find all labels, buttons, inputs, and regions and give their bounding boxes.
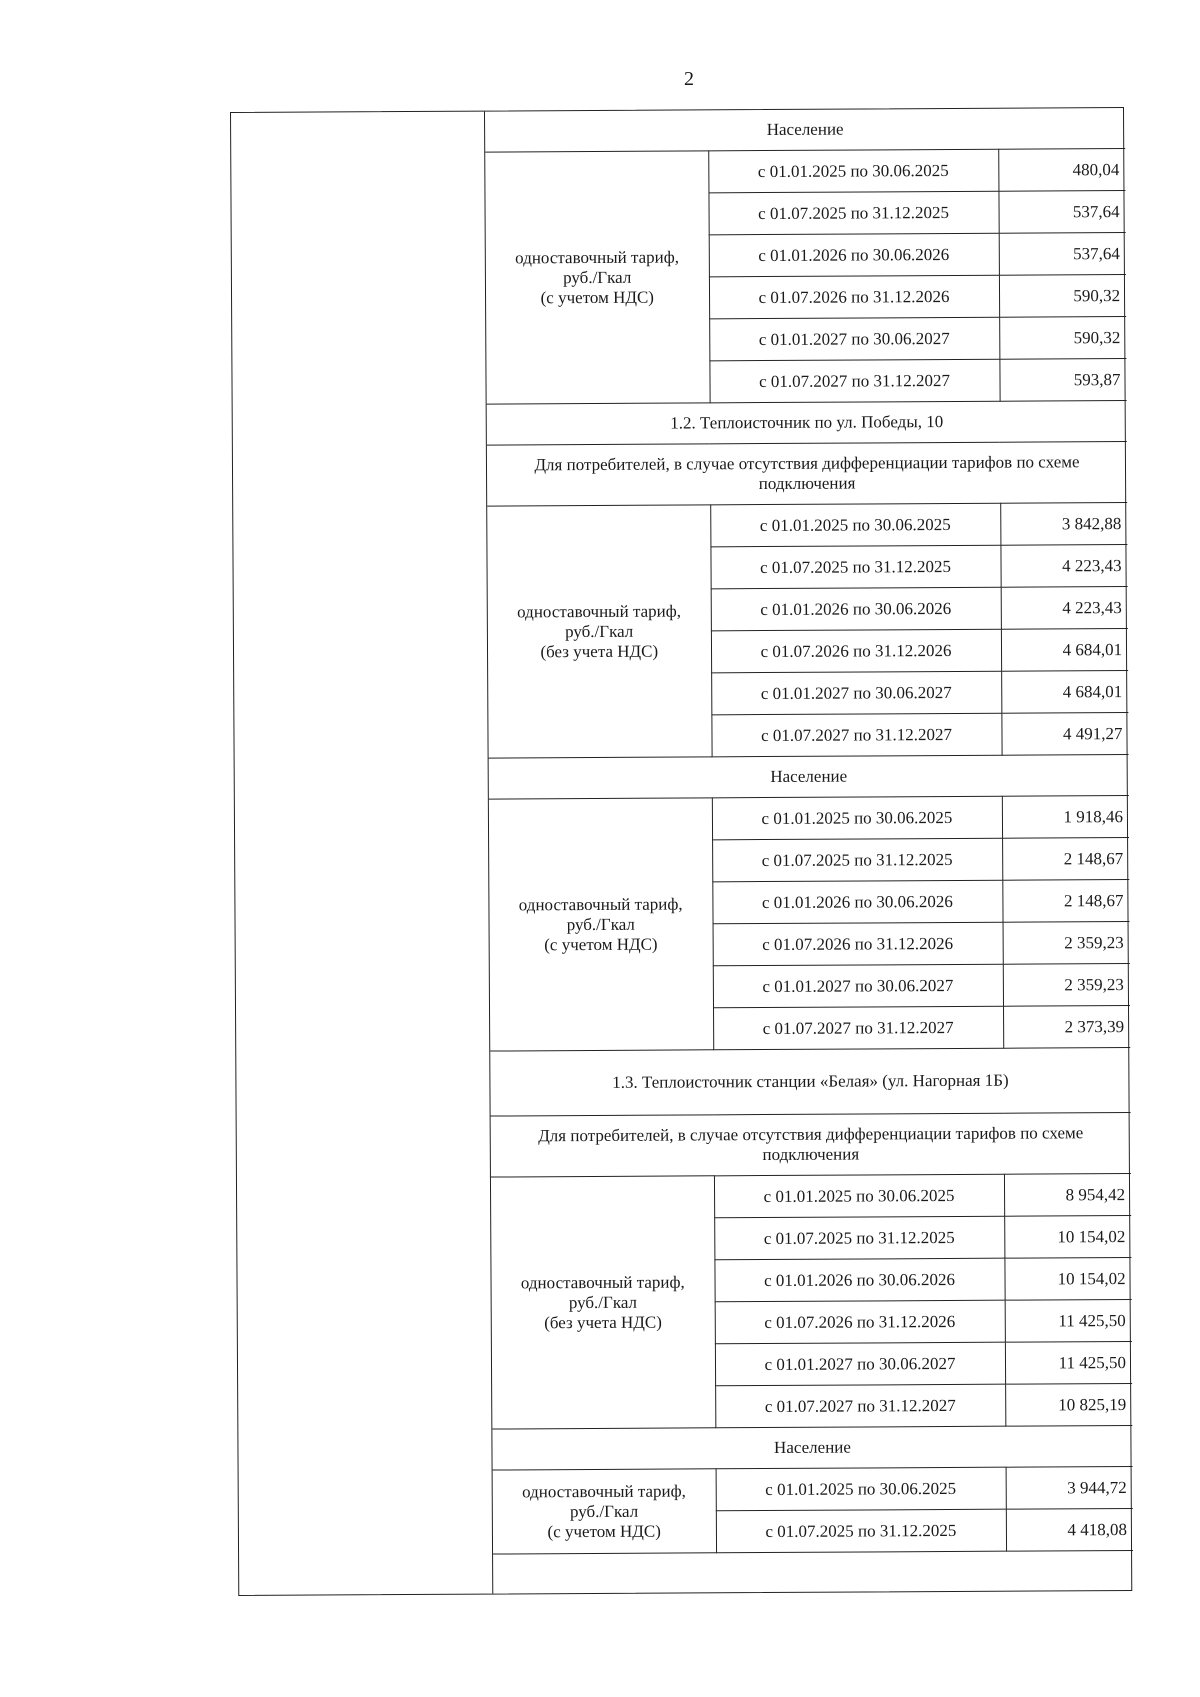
tariff-period: с 01.07.2027 по 31.12.2027: [709, 359, 999, 403]
tariff-label-line: руб./Гкал: [563, 267, 632, 287]
tariff-label-line: (с учетом НДС): [547, 1521, 661, 1541]
group-header-row: [487, 441, 1127, 506]
tariff-period: с 01.07.2027 по 31.12.2027: [715, 1384, 1005, 1428]
tariff-value: 3 842,88: [1000, 502, 1127, 545]
tariff-label-line: (с учетом НДС): [544, 934, 658, 954]
tariff-period: с 01.07.2025 по 31.12.2025: [716, 1509, 1006, 1553]
tariff-row: [493, 1466, 1133, 1512]
tariff-label-line: (без учета НДС): [544, 1312, 662, 1332]
group-header: Для потребителей, в случае отсутствия дифференциации тарифов по схеме подключения: [487, 441, 1127, 506]
tariff-value: 2 148,67: [1002, 879, 1129, 922]
group-header-row: [489, 754, 1129, 799]
page-number: 2: [684, 68, 694, 90]
tariff-value: 4 684,01: [1001, 628, 1128, 671]
tariff-period: с 01.01.2027 по 30.06.2027: [709, 317, 999, 361]
tariff-period: с 01.01.2026 по 30.06.2026: [712, 880, 1002, 924]
tariff-period: с 01.01.2026 по 30.06.2026: [709, 233, 999, 277]
tariff-value: 2 148,67: [1002, 837, 1129, 880]
tariff-label: [485, 151, 709, 404]
tariff-label: [493, 1469, 716, 1554]
tariff-label: [489, 798, 713, 1051]
tariff-period: с 01.07.2026 по 31.12.2026: [715, 1300, 1005, 1344]
tariff-value: 593,87: [999, 358, 1126, 401]
tariff-label-line: руб./Гкал: [566, 914, 635, 934]
tariff-value: 10 154,02: [1004, 1257, 1131, 1300]
tariff-value: 1 918,46: [1002, 795, 1129, 838]
tariff-label-line: (без учета НДС): [540, 641, 659, 661]
group-header: Население: [492, 1425, 1132, 1470]
tariff-value: 11 425,50: [1005, 1341, 1132, 1384]
tariff-period: с 01.07.2026 по 31.12.2026: [713, 922, 1003, 966]
tariff-period: с 01.01.2025 по 30.06.2025: [710, 503, 1000, 547]
tariff-value: 537,64: [999, 232, 1126, 275]
right-column: [485, 108, 1131, 1594]
tariff-label-line: одноставочный тариф,: [517, 600, 682, 621]
tariff-value: 4 223,43: [1000, 544, 1127, 587]
tariff-period: с 01.01.2025 по 30.06.2025: [712, 796, 1002, 840]
tariff-value: 590,32: [999, 274, 1126, 317]
section-title-row: [490, 1047, 1130, 1116]
tariff-value: 11 425,50: [1005, 1299, 1132, 1342]
tariff-period: с 01.07.2026 по 31.12.2026: [711, 629, 1001, 673]
tariff-label-line: (с учетом НДС): [540, 287, 654, 307]
tariff-row: [491, 1173, 1131, 1219]
tariff-period: с 01.01.2025 по 30.06.2025: [708, 149, 998, 193]
tariff-period: с 01.01.2025 по 30.06.2025: [714, 1174, 1004, 1218]
section-title: 1.2. Теплоисточник по ул. Победы, 10: [487, 400, 1127, 445]
tariff-label: [491, 1176, 715, 1429]
tariff-value: 10 154,02: [1004, 1215, 1131, 1258]
tariff-value: 4 418,08: [1006, 1508, 1133, 1551]
group-header-row: [485, 108, 1125, 152]
tariff-value: 8 954,42: [1004, 1173, 1131, 1216]
tariff-label-line: одноставочный тариф,: [521, 1480, 686, 1501]
tariff-label-line: одноставочный тариф,: [518, 893, 683, 914]
tariff-period: с 01.07.2027 по 31.12.2027: [713, 1006, 1003, 1050]
group-header: Для потребителей, в случае отсутствия дифференциации тарифов по схеме подключения: [491, 1112, 1131, 1177]
tariff-period: с 01.07.2027 по 31.12.2027: [711, 713, 1001, 757]
tariff-label-line: руб./Гкал: [565, 621, 634, 641]
tariff-period: с 01.01.2025 по 30.06.2025: [716, 1467, 1006, 1511]
group-header-row: [492, 1425, 1132, 1470]
tariff-value: 590,32: [999, 316, 1126, 359]
tariff-period: с 01.01.2026 по 30.06.2026: [714, 1258, 1004, 1302]
tariff-label-line: одноставочный тариф,: [520, 1271, 685, 1292]
tariff-row: [489, 795, 1129, 841]
tariff-table-body: [485, 108, 1133, 1554]
left-column: [231, 112, 493, 1595]
tariff-row: [487, 502, 1127, 548]
tariff-value: 4 491,27: [1001, 712, 1128, 755]
group-header: Население: [489, 754, 1129, 799]
tariff-period: с 01.07.2025 по 31.12.2025: [708, 191, 998, 235]
tariff-table: [485, 108, 1133, 1555]
group-header-row: [491, 1112, 1131, 1177]
tariff-value: 480,04: [998, 149, 1125, 192]
tariff-period: с 01.01.2027 по 30.06.2027: [711, 671, 1001, 715]
tariff-row: [485, 149, 1125, 195]
tariff-value: 2 373,39: [1003, 1005, 1130, 1048]
tariff-document-frame: [230, 107, 1132, 1596]
tariff-value: 537,64: [998, 191, 1125, 234]
tariff-period: с 01.07.2025 по 31.12.2025: [712, 838, 1002, 882]
section-title-row: [487, 400, 1127, 445]
tariff-period: с 01.01.2027 по 30.06.2027: [715, 1342, 1005, 1386]
tariff-value: 4 684,01: [1001, 670, 1128, 713]
tariff-period: с 01.07.2026 по 31.12.2026: [709, 275, 999, 319]
tariff-label-line: руб./Гкал: [569, 1501, 639, 1521]
tariff-value: 10 825,19: [1005, 1383, 1132, 1426]
tariff-period: с 01.07.2025 по 31.12.2025: [714, 1216, 1004, 1260]
tariff-label-line: руб./Гкал: [568, 1292, 638, 1312]
tariff-value: 2 359,23: [1003, 921, 1130, 964]
tariff-period: с 01.01.2026 по 30.06.2026: [711, 587, 1001, 631]
tariff-period: с 01.07.2025 по 31.12.2025: [710, 545, 1000, 589]
group-header: Население: [485, 108, 1125, 152]
tariff-period: с 01.01.2027 по 30.06.2027: [713, 964, 1003, 1008]
section-title: 1.3. Теплоисточник станции «Белая» (ул. Нагорная 1Б): [490, 1047, 1130, 1116]
tariff-label-line: одноставочный тариф,: [515, 246, 680, 267]
tariff-value: 2 359,23: [1003, 963, 1130, 1006]
tariff-value: 3 944,72: [1006, 1466, 1133, 1509]
tariff-value: 4 223,43: [1001, 586, 1128, 629]
tariff-label: [487, 505, 711, 758]
